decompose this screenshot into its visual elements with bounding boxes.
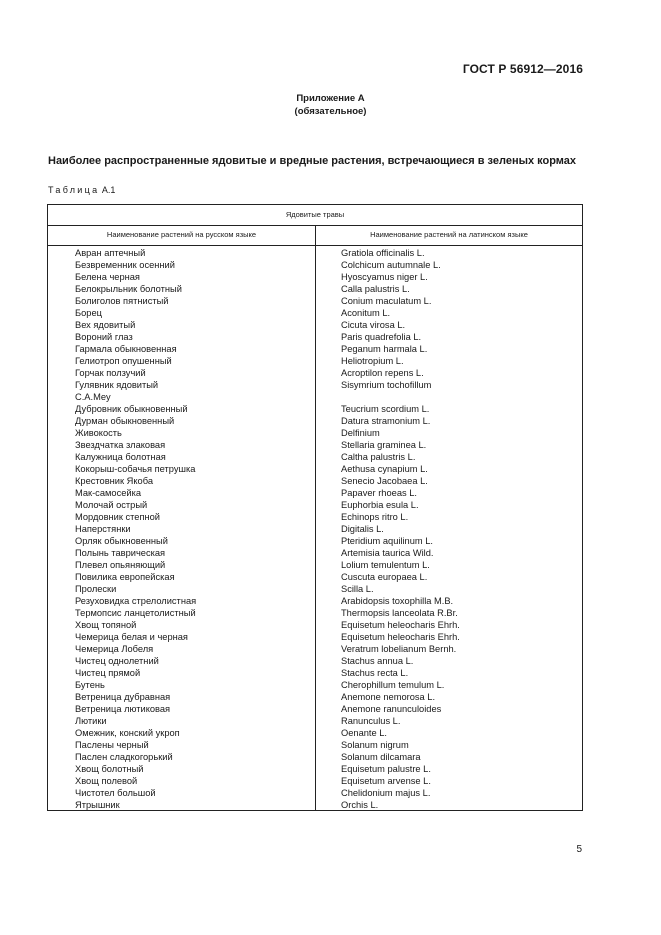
plant-name-latin: Sisymrium tochofillum: [341, 380, 432, 390]
plant-name-russian: Резуховидка стрелолистная: [75, 596, 197, 606]
table-row: [48, 703, 582, 715]
table-row: [48, 379, 582, 391]
plant-name-russian: Живокость: [75, 428, 122, 438]
table-row: [48, 739, 582, 751]
plant-name-russian: Борец: [75, 308, 102, 318]
plant-name-russian: Наперстянки: [75, 524, 131, 534]
table-row: [48, 523, 582, 535]
plant-name-latin: Orchis L.: [341, 800, 379, 810]
plant-name-russian: Хвощ полевой: [75, 776, 138, 786]
plant-name-latin: Senecio Jacobaea L.: [341, 476, 428, 486]
plant-name-latin: Caltha palustris L.: [341, 452, 416, 462]
plant-name-latin: Lolium temulentum L.: [341, 560, 430, 570]
plant-name-latin: Pteridium aquilinum L.: [341, 536, 433, 546]
plant-name-russian: Омежник, конский укроп: [75, 728, 180, 738]
plant-name-latin: Anemone nemorosa L.: [341, 692, 436, 702]
plant-name-russian: Лютики: [75, 716, 107, 726]
plant-name-russian: Мордовник степной: [75, 512, 160, 522]
plant-name-latin: Aethusa cynapium L.: [341, 464, 428, 474]
plant-name-russian: Гелиотроп опушенный: [75, 356, 172, 366]
table-row: [48, 391, 582, 403]
table-row: [48, 715, 582, 727]
table-row: [48, 439, 582, 451]
table-label-number: А.1: [101, 185, 116, 195]
plant-name-russian: Безвременник осенний: [75, 260, 175, 270]
table-row: [48, 619, 582, 631]
plant-name-russian: Ветреница дубравная: [75, 692, 171, 702]
plant-name-latin: Equisetum heleocharis Ehrh.: [341, 632, 460, 642]
plant-name-russian: Калужница болотная: [75, 452, 166, 462]
plant-name-latin: Hyoscyamus niger L.: [341, 272, 428, 282]
plant-name-latin: Heliotropium L.: [341, 356, 404, 366]
table-row: [48, 367, 582, 379]
plant-name-russian: Звездчатка злаковая: [75, 440, 166, 450]
table-row: [48, 787, 582, 799]
plant-name-russian: Хвощ топяной: [75, 620, 137, 630]
plant-name-latin: Gratiola officinalis L.: [341, 248, 425, 258]
table-row: [48, 547, 582, 559]
plant-name-russian: Повилика европейская: [75, 572, 175, 582]
table-row: [48, 631, 582, 643]
table-row: [48, 667, 582, 679]
table-row: [48, 571, 582, 583]
table-row: [48, 559, 582, 571]
table-row: [48, 655, 582, 667]
plant-name-latin: Chelidonium majus L.: [341, 788, 431, 798]
plant-name-russian: Авран аптечный: [75, 248, 146, 258]
plant-name-russian: Ветреница лютиковая: [75, 704, 171, 714]
plant-name-russian: Ятрышник: [75, 800, 120, 810]
plant-name-russian: Кокорыш-собачья петрушка: [75, 464, 196, 474]
appendix-heading: [0, 92, 661, 118]
plant-name-russian: Мак-самосейка: [75, 488, 142, 498]
plant-name-latin: Datura stramonium L.: [341, 416, 431, 426]
table-row: [48, 643, 582, 655]
plant-name-russian: Крестовник Якоба: [75, 476, 153, 486]
plant-name-russian: Чистец прямой: [75, 668, 141, 678]
table-row: [48, 487, 582, 499]
table-row: [48, 535, 582, 547]
table-row: [48, 763, 582, 775]
plant-name-latin: Scilla L.: [341, 584, 374, 594]
plant-name-russian: Вех ядовитый: [75, 320, 136, 330]
plant-name-russian: Горчак ползучий: [75, 368, 146, 378]
plant-name-latin: Equisetum palustre L.: [341, 764, 431, 774]
plant-name-latin: Oenante L.: [341, 728, 388, 738]
table-row: [48, 343, 582, 355]
plant-name-russian: Чистец однолетний: [75, 656, 159, 666]
plant-name-latin: Paris quadrefolia L.: [341, 332, 422, 342]
plant-name-latin: Equisetum arvense L.: [341, 776, 431, 786]
plant-name-latin: Stachus recta L.: [341, 668, 409, 678]
table-row: [48, 307, 582, 319]
table-row: [48, 463, 582, 475]
plant-name-russian: Вороний глаз: [75, 332, 133, 342]
column-header-latin: Наименование растений на латинском языке: [370, 230, 528, 239]
plant-name-russian: Чистотел большой: [75, 788, 156, 798]
table-row: [48, 427, 582, 439]
table-row: [48, 295, 582, 307]
plant-name-latin: Cuscuta europaea L.: [341, 572, 428, 582]
plant-name-latin: Cherophillum temulum L.: [341, 680, 445, 690]
plant-name-russian: Болиголов пятнистый: [75, 296, 169, 306]
table-row: [48, 799, 582, 811]
plant-name-latin: Calla palustris L.: [341, 284, 410, 294]
table-row: [48, 583, 582, 595]
plant-name-russian: Паслен сладкогорький: [75, 752, 173, 762]
table-row: [48, 751, 582, 763]
plant-name-russian: Орляк обыкновенный: [75, 536, 168, 546]
plant-name-russian: Молочай острый: [75, 500, 148, 510]
table-label: [48, 185, 115, 195]
appendix-subtitle: (обязательное): [294, 106, 367, 117]
plant-name-russian: Дурман обыкновенный: [75, 416, 175, 426]
table-row: [48, 499, 582, 511]
table-group-header: Ядовитые травы: [48, 205, 582, 226]
table-row: [48, 415, 582, 427]
table-label-word: Таблица: [48, 185, 100, 195]
plant-name-latin: Delfinium: [341, 428, 380, 438]
table-row: [48, 595, 582, 607]
plant-name-latin: Papaver rhoeas L.: [341, 488, 417, 498]
table-row: [48, 691, 582, 703]
plant-name-russian: Чемерица Лобеля: [75, 644, 154, 654]
appendix-title: Приложение А: [296, 93, 365, 104]
plant-name-latin: Cicuta virosa L.: [341, 320, 406, 330]
table-row: [48, 283, 582, 295]
plant-name-latin: Aconitum L.: [341, 308, 391, 318]
plants-table: [47, 204, 583, 811]
plant-name-latin: Anemone ranunculoides: [341, 704, 442, 714]
plant-name-russian: Гармала обыкновенная: [75, 344, 177, 354]
page-number: 5: [576, 844, 582, 855]
table-row: [48, 259, 582, 271]
plant-name-latin: Thermopsis lanceolata R.Br.: [341, 608, 458, 618]
plant-name-latin: Ranunculus L.: [341, 716, 401, 726]
table-row: [48, 319, 582, 331]
document-code: ГОСТ Р 56912—2016: [462, 62, 583, 76]
plant-name-russian: Пролески: [75, 584, 117, 594]
plant-name-latin: Veratrum lobelianum Bernh.: [341, 644, 457, 654]
plant-name-russian: Термопсис ланцетолистный: [75, 608, 196, 618]
table-row: [48, 775, 582, 787]
table-row: [48, 607, 582, 619]
plant-name-russian: Дубровник обыкновенный: [75, 404, 188, 414]
plant-name-russian: Гулявник ядовитый: [75, 380, 159, 390]
table-row: [48, 727, 582, 739]
column-header-russian: Наименование растений на русском языке: [106, 230, 257, 239]
plant-name-latin: Euphorbia esula L.: [341, 500, 419, 510]
plant-name-latin: Digitalis L.: [341, 524, 384, 534]
plant-name-russian: Хвощ болотный: [75, 764, 144, 774]
plant-name-latin: Solanum dilcamara: [341, 752, 421, 762]
plant-name-russian: Белокрыльник болотный: [75, 284, 182, 294]
table-row: [48, 271, 582, 283]
plant-name-latin: Peganum harmala L.: [341, 344, 428, 354]
table-row: [48, 247, 582, 259]
plant-name-latin: Colchicum autumnale L.: [341, 260, 441, 270]
plant-name-latin: Equisetum heleocharis Ehrh.: [341, 620, 460, 630]
plant-name-latin: Conium maculatum L.: [341, 296, 432, 306]
table-row: [48, 403, 582, 415]
plant-name-russian: Бутень: [75, 680, 105, 690]
table-body: [48, 247, 582, 811]
plant-name-russian: Плевел опьяняющий: [75, 560, 166, 570]
plant-name-latin: Solanum nigrum: [341, 740, 409, 750]
plant-name-russian: Полынь таврическая: [75, 548, 166, 558]
plant-name-latin: Artemisia taurica Wild.: [341, 548, 434, 558]
plant-name-latin: Stachus annua L.: [341, 656, 414, 666]
table-row: [48, 331, 582, 343]
plant-name-russian: Чемерица белая и черная: [75, 632, 188, 642]
plant-name-latin: Arabidopsis toxophilla M.B.: [341, 596, 454, 606]
plant-name-latin: Teucrium scordium L.: [341, 404, 430, 414]
section-title: Наиболее распространенные ядовитые и вредные растения, встречающиеся в зеленых кормах: [48, 155, 577, 167]
plant-name-latin: Stellaria graminea L.: [341, 440, 427, 450]
plant-name-russian: Белена черная: [75, 272, 140, 282]
table-row: [48, 679, 582, 691]
table-row: [48, 355, 582, 367]
table-row: [48, 475, 582, 487]
plant-name-russian: Паслены черный: [75, 740, 149, 750]
plant-name-russian: С.А.Меу: [75, 392, 111, 402]
plant-name-latin: Acroptilon repens L.: [341, 368, 424, 378]
table-row: [48, 511, 582, 523]
table-row: [48, 451, 582, 463]
plant-name-latin: Echinops ritro L.: [341, 512, 409, 522]
